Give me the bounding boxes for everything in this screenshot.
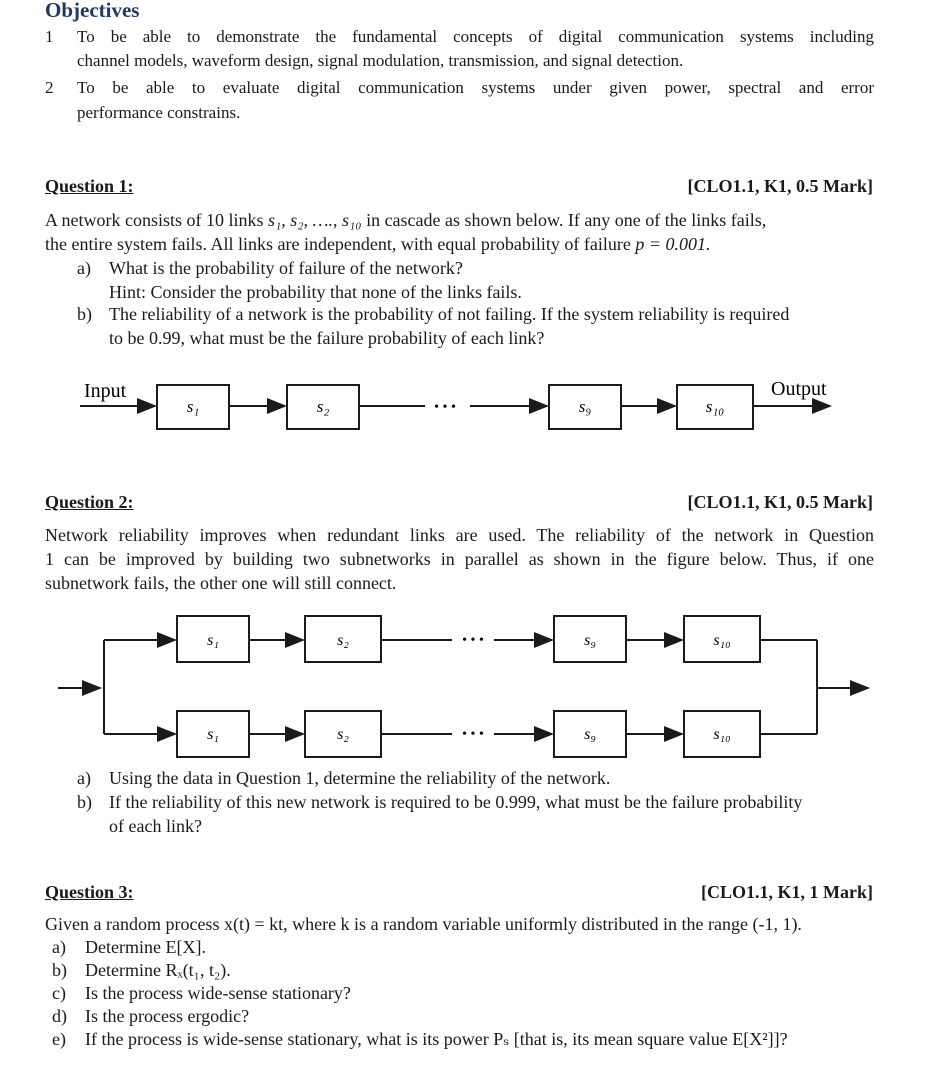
question-2-clo: [CLO1.1, K1, 0.5 Mark] <box>687 492 873 512</box>
q2-top-s2-label: s₂ <box>337 632 349 649</box>
q2-bottom-s10-label: s₁₀ <box>713 726 731 743</box>
q3-part-d-label: d) <box>52 1006 67 1026</box>
q2-top-s9-label: s₉ <box>584 632 596 649</box>
q1-hint: Hint: Consider the probability that none of the links fails. <box>109 282 522 302</box>
question-3-title: Question 3: <box>45 882 134 902</box>
q1-intro-text-b: in cascade as shown below. If any one of the links fails, <box>366 210 767 230</box>
q3-part-c-text: Is the process wide-sense stationary? <box>85 983 351 1003</box>
q1-part-b-label: b) <box>77 304 92 324</box>
q2-top-ellipsis: • • • <box>462 633 484 648</box>
q1-links-notation: s₁, s₂, …., s₁₀ <box>268 210 362 230</box>
q1-block-s9-label: s₉ <box>578 397 592 416</box>
objective-2-number: 2 <box>45 78 54 97</box>
question-1-intro-line-2 <box>45 234 711 255</box>
q2-part-a-text: Using the data in Question 1, determine the reliability of the network. <box>109 768 611 788</box>
q3-part-b-label: b) <box>52 960 67 980</box>
q1-output-label: Output <box>771 378 827 400</box>
q1-part-b-line-1: The reliability of a network is the probability of not failing. If the system reliability is required <box>109 304 790 324</box>
q1-failure-probability: p = 0.001. <box>635 234 711 254</box>
q2-paragraph-line-3: subnetwork fails, the other one will still connect. <box>45 573 397 593</box>
q3-part-c-label: c) <box>52 983 66 1003</box>
q1-block-s1-label: s₁ <box>186 397 200 416</box>
q2-bottom-s1-label: s₁ <box>207 726 219 743</box>
q2-paragraph-line-1: Network reliability improves when redundant links are used. The reliability of the network in Question <box>45 525 874 545</box>
q3-part-d-text: Is the process ergodic? <box>85 1006 250 1026</box>
q3-intro: Given a random process x(t) = kt, where k is a random variable uniformly distributed in the range (-1, 1). <box>45 914 802 934</box>
q3-part-e-label: e) <box>52 1029 66 1049</box>
q3-part-a-text: Determine E[X]. <box>85 937 206 957</box>
q2-bottom-ellipsis: • • • <box>462 727 484 742</box>
q2-bottom-s9-label: s₉ <box>584 726 596 743</box>
q1-part-b-line-2: to be 0.99, what must be the failure probability of each link? <box>109 328 545 348</box>
q1-intro-text-a: A network consists of 10 links <box>45 210 264 230</box>
q1-block-s10-label: s₁₀ <box>705 397 725 416</box>
objective-2-line-2: performance constrains. <box>77 103 241 122</box>
q1-block-s2-label: s₂ <box>316 397 330 416</box>
q1-cascade-diagram <box>0 370 949 440</box>
q1-part-a-text: What is the probability of failure of the network? <box>109 258 463 278</box>
q1-intro-text-c: the entire system fails. All links are independent, with equal probability of failure <box>45 234 631 254</box>
question-1-title: Question 1: <box>45 176 134 196</box>
objective-2-line-1: To be able to evaluate digital communication systems under given power, spectral and error <box>77 78 874 97</box>
q3-part-a-label: a) <box>52 937 66 957</box>
question-1-clo: [CLO1.1, K1, 0.5 Mark] <box>687 176 873 196</box>
question-2-title: Question 2: <box>45 492 134 512</box>
q1-input-label: Input <box>84 380 127 402</box>
objective-1-line-2: channel models, waveform design, signal modulation, transmission, and signal detection. <box>77 51 684 70</box>
q2-paragraph-line-2: 1 can be improved by building two subnetworks in parallel as shown in the figure below. Thus, if one <box>45 549 874 569</box>
objective-1-number: 1 <box>45 27 54 46</box>
q1-part-a-label: a) <box>77 258 91 278</box>
q3-part-b-text: Determine Rₓ(t₁, t₂). <box>85 960 231 980</box>
q2-part-a-label: a) <box>77 768 91 788</box>
objectives-heading: Objectives <box>45 0 140 22</box>
question-3-clo: [CLO1.1, K1, 1 Mark] <box>701 882 873 902</box>
question-1-intro-line-1 <box>45 210 875 231</box>
q2-bottom-s2-label: s₂ <box>337 726 349 743</box>
objective-1-line-1: To be able to demonstrate the fundamental concepts of digital communication systems including <box>77 27 874 46</box>
q1-ellipsis: • • • <box>434 400 456 415</box>
q2-part-b-line-2: of each link? <box>109 816 202 836</box>
q2-part-b-label: b) <box>77 792 92 812</box>
q2-parallel-diagram <box>0 600 949 765</box>
q2-top-s10-label: s₁₀ <box>713 632 731 649</box>
q2-top-s1-label: s₁ <box>207 632 219 649</box>
q3-part-e-text: If the process is wide-sense stationary, what is its power Pₛ [that is, its mean square value E[X²]]? <box>85 1029 788 1049</box>
q2-part-b-line-1: If the reliability of this new network is required to be 0.999, what must be the failure probability <box>109 792 803 812</box>
